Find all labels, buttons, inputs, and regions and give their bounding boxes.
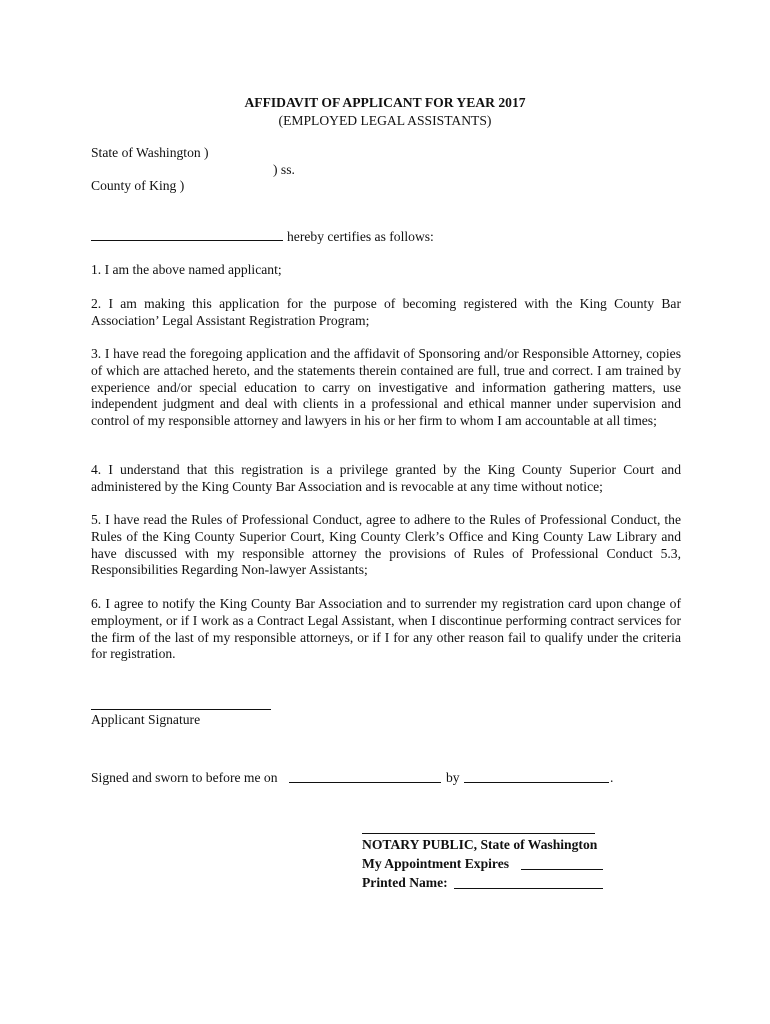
notary-appointment-label: My Appointment Expires (362, 856, 510, 871)
paragraph-4: 4. I understand that this registration is a privilege granted by the King County Superior Court and administered by the King County Bar Association and is revocable at any time without notice; (91, 462, 681, 494)
sworn-prefix: Signed and sworn to before me on (91, 770, 278, 785)
notary-printed-name-label: Printed Name: (362, 875, 448, 890)
paragraph-3: 3. I have read the foregoing application and the affidavit of Sponsoring and/or Responsible Attorney, copies of which are attached hereto, and the statements therein contained are full, true and correct. I am trained by experience and/or special education to carry on investigative and information gathering matters, use independent judgment and deal with clients in a professional and ethical manner under supervision and control of my responsible attorney and lawyers in his or her firm to whom I am accountable at all times; (91, 346, 681, 429)
paragraph-1: 1. I am the above named applicant; (91, 262, 282, 277)
applicant-name-line[interactable] (91, 240, 283, 241)
paragraph-5: 5. I have read the Rules of Professional Conduct, agree to adhere to the Rules of Professional Conduct, the Rules of the King County Superior Court, King County Clerk’s Office and King County Law Library and have discussed with my responsible attorney the provisions of Rules of Professional Conduct 5.3, Responsibilities Regarding Non-lawyer Assistants; (91, 512, 681, 578)
paragraph-6: 6. I agree to notify the King County Bar Association and to surrender my registration card upon change of employment, or if I work as a Contract Legal Assistant, when I discontinue performing contract services for the firm of the last of my responsible attorneys, or if I for any other reason fail to qualify under the criteria for registration. (91, 596, 681, 662)
applicant-signature-label: Applicant Signature (91, 712, 201, 727)
applicant-signature-line[interactable] (91, 709, 271, 710)
sworn-by: by (446, 770, 460, 785)
sworn-date-line[interactable] (289, 782, 441, 783)
venue-state: State of Washington ) (91, 145, 209, 160)
venue-ss: ) ss. (273, 162, 295, 177)
sworn-by-line[interactable] (464, 782, 609, 783)
paragraph-2: 2. I am making this application for the purpose of becoming registered with the King County Bar Association’ Legal Assistant Registration Program; (91, 296, 681, 328)
notary-appointment-line[interactable] (521, 869, 603, 870)
document-subtitle: (EMPLOYED LEGAL ASSISTANTS) (278, 113, 492, 128)
notary-signature-line[interactable] (362, 833, 595, 834)
certifies-text: hereby certifies as follows: (287, 229, 434, 244)
notary-printed-name-line[interactable] (454, 888, 603, 889)
document-title: AFFIDAVIT OF APPLICANT FOR YEAR 2017 (244, 95, 526, 110)
venue-county: County of King ) (91, 178, 185, 193)
sworn-end: . (610, 770, 614, 785)
notary-title: NOTARY PUBLIC, State of Washington (362, 837, 598, 852)
